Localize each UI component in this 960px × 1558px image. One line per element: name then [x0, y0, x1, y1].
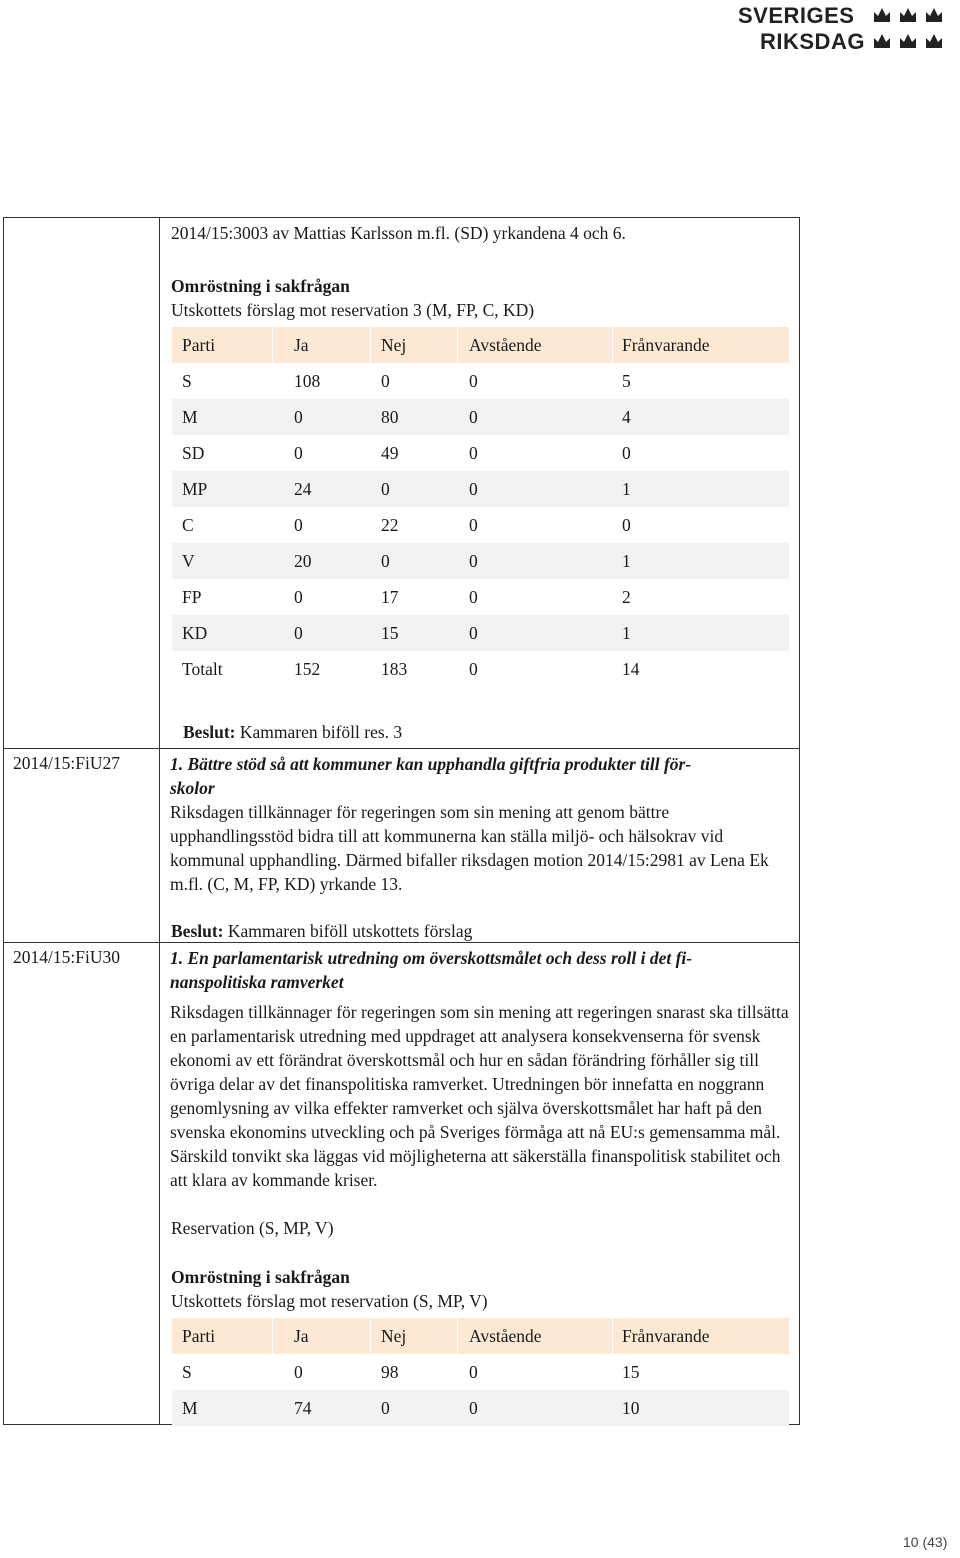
header-separator [612, 1318, 613, 1354]
item-heading: 1. Bättre stöd så att kommuner kan upphandla giftfria produkter till för- [170, 754, 692, 774]
table-cell: 0 [381, 1398, 390, 1418]
vote-title: Omröstning i sakfrågan [171, 1267, 350, 1287]
table-row [172, 579, 789, 615]
decision-text: Kammaren biföll utskottets förslag [227, 921, 473, 941]
table-cell: C [182, 515, 194, 535]
table-cell: 14 [622, 659, 640, 679]
table-cell: 0 [381, 479, 390, 499]
table-cell: 0 [469, 407, 478, 427]
table-cell: 0 [469, 659, 478, 679]
table-header-cell: Frånvarande [622, 1326, 710, 1346]
table-cell: 0 [294, 515, 303, 535]
table-cell: 4 [622, 407, 631, 427]
table-cell: 10 [622, 1398, 640, 1418]
table-header-cell: Parti [182, 1326, 216, 1346]
table-cell: 0 [469, 551, 478, 571]
row-divider [3, 748, 800, 749]
table-row [172, 1354, 789, 1390]
table-cell: 0 [469, 587, 478, 607]
table-cell: 183 [381, 659, 408, 679]
decision-label: Beslut: [171, 921, 224, 941]
table-row [172, 1390, 789, 1426]
table-cell: KD [182, 623, 208, 643]
item-heading-cont: nanspolitiska ramverket [170, 972, 344, 992]
table-cell: FP [182, 587, 202, 607]
vote-subtitle: Utskottets förslag mot reservation (S, MP, V) [171, 1291, 488, 1311]
header-separator [457, 327, 458, 363]
table-cell: 17 [381, 587, 399, 607]
crowns-icon [872, 4, 948, 26]
table-cell: MP [182, 479, 208, 499]
column-divider [159, 217, 160, 1425]
table-cell: 20 [294, 551, 312, 571]
table-cell: 0 [469, 443, 478, 463]
table-cell: 0 [294, 587, 303, 607]
table-cell: SD [182, 443, 205, 463]
table-header-cell: Nej [381, 335, 407, 355]
table-cell: 1 [622, 479, 631, 499]
table-header-cell: Ja [294, 335, 309, 355]
table-cell: 152 [294, 659, 321, 679]
table-cell: 0 [469, 515, 478, 535]
case-id: 2014/15:FiU27 [13, 753, 120, 773]
table-cell: 0 [381, 551, 390, 571]
item-body: Riksdagen tillkännager för regeringen som sin mening att regeringen snarast ska tillsätta en parlamentarisk utredning med uppdraget att analysera konsekvenserna för svensk ekonomi av ett förändrat överskottsmål och hur en sådan förändring förhåller sig till övriga delar av det finanspolitiska ramverket. Utredningen bör innefatta en noggrann genomlysning av vilka effekter ramverket och själva överskottsmålet har haft på den svenska ekonomins utveckling och på Sveriges förmåga att nå EU:s gemensamma mål. Särskild tonvikt ska läggas vid möjligheterna att säkerställa finanspolitisk stabilitet och att klara av kommande kriser. [170, 1002, 789, 1190]
table-cell: 0 [294, 407, 303, 427]
header-separator [370, 327, 371, 363]
table-cell: 0 [622, 443, 631, 463]
table-header-cell: Avstående [469, 1326, 542, 1346]
header-separator [370, 1318, 371, 1354]
table-header-cell: Frånvarande [622, 335, 710, 355]
header-separator [612, 327, 613, 363]
table-cell: 0 [294, 1362, 303, 1382]
case-id: 2014/15:FiU30 [13, 947, 120, 967]
vote-subtitle: Utskottets förslag mot reservation 3 (M, FP, C, KD) [171, 300, 535, 320]
table-cell: 0 [622, 515, 631, 535]
table-row [172, 615, 789, 651]
table-cell: V [182, 551, 195, 571]
vote-table-1 [172, 327, 789, 687]
table-cell: M [182, 407, 198, 427]
table-cell: Totalt [182, 659, 223, 679]
vote-title: Omröstning i sakfrågan [171, 276, 350, 296]
table-header-cell: Parti [182, 335, 216, 355]
decision-text: Kammaren biföll res. 3 [239, 722, 403, 742]
table-cell: 0 [469, 1398, 478, 1418]
vote-table-2 [172, 1318, 789, 1426]
table-row [172, 399, 789, 435]
logo-text-riksdag: RIKSDAG [760, 29, 865, 54]
logo-text-sveriges: SVERIGES [738, 3, 855, 28]
table-cell: 98 [381, 1362, 399, 1382]
table-cell: 0 [381, 371, 390, 391]
table-cell: S [182, 1362, 192, 1382]
table-cell: 80 [381, 407, 399, 427]
table-header-cell: Avstående [469, 335, 542, 355]
riksdag-logo [738, 2, 948, 54]
table-cell: 0 [469, 371, 478, 391]
table-cell: 0 [469, 1362, 478, 1382]
table-cell: 15 [622, 1362, 640, 1382]
crowns-icon [872, 30, 948, 52]
table-cell: 1 [622, 551, 631, 571]
table-cell: 2 [622, 587, 631, 607]
table-header-row [172, 1318, 789, 1354]
table-row [172, 471, 789, 507]
header-separator [272, 1318, 273, 1354]
decision [183, 720, 402, 744]
table-row [172, 435, 789, 471]
table-row [172, 543, 789, 579]
table-cell: 5 [622, 371, 631, 391]
table-row [172, 651, 789, 687]
table-cell: 0 [469, 623, 478, 643]
table-cell: 15 [381, 623, 399, 643]
table-cell: 22 [381, 515, 399, 535]
table-cell: 0 [469, 479, 478, 499]
table-row [172, 363, 789, 399]
table-cell: 0 [294, 443, 303, 463]
table-cell: 24 [294, 479, 312, 499]
reservation: Reservation (S, MP, V) [171, 1218, 334, 1238]
item-body: Riksdagen tillkännager för regeringen som sin mening att genom bättre upphandlingsstöd bidra till att kommunerna kan ställa miljö- och hälsokrav vid kommunal upphandling. Därmed bifaller riksdagen motion 2014/15:2981 av Lena Ek m.fl. (C, M, FP, KD) yrkande 13. [170, 802, 769, 894]
decision-label: Beslut: [183, 722, 236, 742]
header-separator [457, 1318, 458, 1354]
decision [171, 919, 472, 943]
page-number: 10 (43) [903, 1534, 948, 1550]
table-cell: 74 [294, 1398, 312, 1418]
motion-line: 2014/15:3003 av Mattias Karlsson m.fl. (SD) yrkandena 4 och 6. [171, 223, 626, 243]
item-heading: 1. En parlamentarisk utredning om överskottsmålet och dess roll i det fi- [170, 948, 693, 968]
table-cell: S [182, 371, 192, 391]
table-cell: M [182, 1398, 198, 1418]
table-cell: 0 [294, 623, 303, 643]
item-heading-cont: skolor [170, 778, 215, 798]
table-header-cell: Nej [381, 1326, 407, 1346]
table-row [172, 507, 789, 543]
table-cell: 49 [381, 443, 399, 463]
header-separator [272, 327, 273, 363]
table-cell: 108 [294, 371, 321, 391]
table-cell: 1 [622, 623, 631, 643]
table-header-cell: Ja [294, 1326, 309, 1346]
table-header-row [172, 327, 789, 363]
